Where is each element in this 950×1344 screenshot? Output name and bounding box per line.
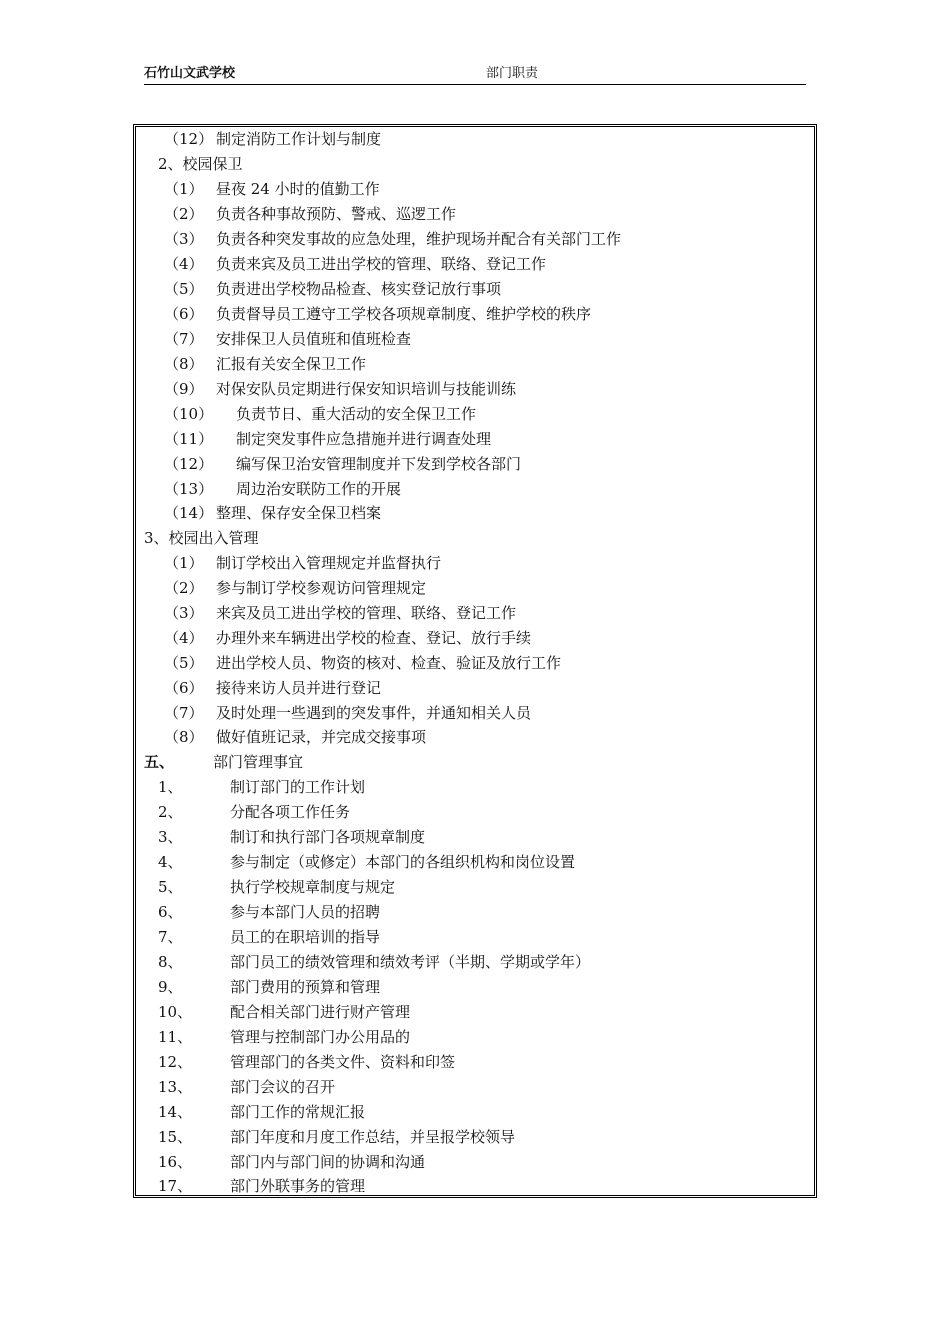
item-number: （4）	[164, 629, 204, 647]
item-text: 部门员工的绩效管理和绩效考评（半期、学期或学年）	[230, 953, 591, 971]
item-number: （8）	[164, 355, 204, 373]
item-text: 负责各种突发事故的应急处理，维护现场并配合有关部门工作	[216, 230, 622, 248]
item-number: （5）	[164, 654, 204, 672]
item-number: （12）	[164, 130, 214, 148]
item-number: （6）	[164, 305, 204, 323]
page-header	[144, 64, 806, 85]
item-text: 办理外来车辆进出学校的检查、登记、放行手续	[216, 629, 532, 647]
item-text: 部门外联事务的管理	[230, 1177, 366, 1195]
item-text: 及时处理一些遇到的突发事件，并通知相关人员	[216, 704, 532, 722]
item-number: 2、	[158, 803, 183, 821]
item-number: （2）	[164, 205, 204, 223]
item-number: 5、	[158, 878, 183, 896]
section-heading-text: 2、校园保卫	[158, 155, 243, 173]
item-text: 员工的在职培训的指导	[230, 928, 381, 946]
item-text: 管理与控制部门办公用品的	[230, 1028, 411, 1046]
item-text: 周边治安联防工作的开展	[236, 480, 402, 498]
item-text: 参与制订学校参观访问管理规定	[216, 579, 427, 597]
item-text: 制订部门的工作计划	[230, 778, 366, 796]
item-text: 参与制定（或修定）本部门的各组织机构和岗位设置	[230, 853, 576, 871]
item-number: 3、	[158, 828, 183, 846]
item-text: 负责来宾及员工进出学校的管理、联络、登记工作	[216, 255, 547, 273]
item-number: 8、	[158, 953, 183, 971]
item-text: 编写保卫治安管理制度并下发到学校各部门	[236, 455, 522, 473]
item-number: （8）	[164, 728, 204, 746]
item-number: （5）	[164, 280, 204, 298]
item-text: 管理部门的各类文件、资料和印签	[230, 1053, 456, 1071]
item-text: 接待来访人员并进行登记	[216, 679, 382, 697]
item-number: 1、	[158, 778, 183, 796]
item-number: 6、	[158, 903, 183, 921]
item-text: 制定消防工作计划与制度	[216, 130, 382, 148]
item-text: 负责进出学校物品检查、核实登记放行事项	[216, 280, 502, 298]
item-text: 制订学校出入管理规定并监督执行	[216, 554, 442, 572]
item-text: 昼夜 24 小时的值勤工作	[216, 180, 380, 198]
item-number: （9）	[164, 380, 204, 398]
item-number: 16、	[158, 1153, 193, 1171]
section-number: 五、	[144, 753, 175, 771]
item-text: 制订和执行部门各项规章制度	[230, 828, 426, 846]
item-text: 对保安队员定期进行保安知识培训与技能训练	[216, 380, 517, 398]
item-number: （13）	[164, 480, 214, 498]
item-number: 13、	[158, 1078, 193, 1096]
department-title: 部门职责	[486, 66, 539, 81]
item-number: （6）	[164, 679, 204, 697]
item-number: 7、	[158, 928, 183, 946]
item-number: 9、	[158, 978, 183, 996]
item-number: 12、	[158, 1053, 193, 1071]
duty-content-table	[133, 124, 817, 1198]
item-text: 负责各种事故预防、警戒、巡逻工作	[216, 205, 457, 223]
item-text: 制定突发事件应急措施并进行调查处理	[236, 430, 492, 448]
item-number: （3）	[164, 604, 204, 622]
section-heading-text: 部门管理事宜	[213, 753, 304, 771]
item-text: 部门工作的常规汇报	[230, 1103, 366, 1121]
item-number: 14、	[158, 1103, 193, 1121]
item-number: （11）	[164, 430, 214, 448]
item-text: 汇报有关安全保卫工作	[216, 355, 367, 373]
item-number: （7）	[164, 704, 204, 722]
item-text: 部门内与部门间的协调和沟通	[230, 1153, 426, 1171]
item-number: （3）	[164, 230, 204, 248]
item-text: 负责督导员工遵守工学校各项规章制度、维护学校的秩序	[216, 305, 592, 323]
item-number: 4、	[158, 853, 183, 871]
item-text: 整理、保存安全保卫档案	[216, 504, 382, 522]
item-text: 部门会议的召开	[230, 1078, 336, 1096]
item-number: （10）	[164, 405, 214, 423]
section-heading-text: 3、校园出入管理	[144, 529, 259, 547]
item-text: 分配各项工作任务	[230, 803, 351, 821]
item-text: 配合相关部门进行财产管理	[230, 1003, 411, 1021]
item-text: 参与本部门人员的招聘	[230, 903, 381, 921]
item-text: 做好值班记录，并完成交接事项	[216, 728, 427, 746]
item-number: （1）	[164, 554, 204, 572]
item-number: （12）	[164, 455, 214, 473]
item-text: 部门费用的预算和管理	[230, 978, 381, 996]
item-number: 11、	[158, 1028, 193, 1046]
school-name: 石竹山文武学校	[144, 66, 236, 81]
item-number: 10、	[158, 1003, 193, 1021]
item-text: 部门年度和月度工作总结，并呈报学校领导	[230, 1128, 516, 1146]
item-text: 负责节日、重大活动的安全保卫工作	[236, 405, 477, 423]
item-number: 15、	[158, 1128, 193, 1146]
item-number: （7）	[164, 330, 204, 348]
item-number: （1）	[164, 180, 204, 198]
item-number: （4）	[164, 255, 204, 273]
item-text: 安排保卫人员值班和值班检查	[216, 330, 412, 348]
item-number: （2）	[164, 579, 204, 597]
item-number: 17、	[158, 1177, 193, 1195]
item-number: （14）	[164, 504, 214, 522]
item-text: 进出学校人员、物资的核对、检查、验证及放行工作	[216, 654, 562, 672]
item-text: 执行学校规章制度与规定	[230, 878, 396, 896]
item-text: 来宾及员工进出学校的管理、联络、登记工作	[216, 604, 517, 622]
